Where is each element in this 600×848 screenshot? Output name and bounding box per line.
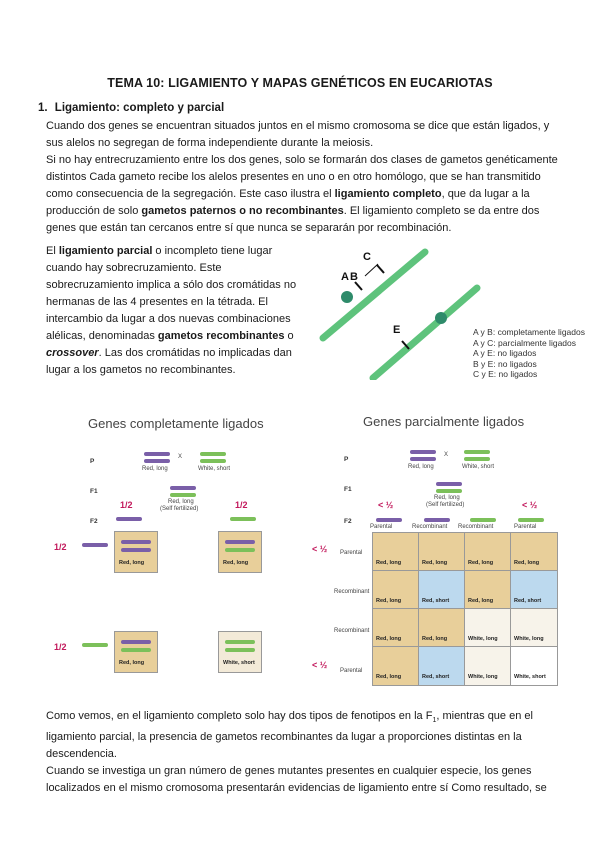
centromere-2 xyxy=(435,312,447,324)
partial-linkage-diagram: P Red, long X White, short F1 Red, long (Self fertilized) < ½ < ½ F2 Parental Recombinant Recombinant Parental < ½ Parental Recombinant Recombinant < ½ Parental Red, long Red, long Red, long Red, long Red, long Red, short Red, long Red, short Red, long Red, long White, long White, long Red, long Red, short White, long White, short xyxy=(300,434,570,694)
section-heading xyxy=(38,102,224,114)
intro-line: genes que están tan cercanos entre sí que nunca se separarán por recombinación. xyxy=(46,222,452,234)
row-fraction: 1/2 xyxy=(54,542,67,552)
gen-f2-label: F2 xyxy=(90,518,98,525)
legend-item: C y E: no ligados xyxy=(473,369,538,379)
punnett-cell: Red, long xyxy=(418,532,466,572)
row-gamete xyxy=(80,540,110,550)
intro-line: sus alelos no segregan de forma independiente durante la meiosis. xyxy=(46,137,374,149)
complete-linkage-diagram xyxy=(40,436,290,686)
intro-paragraph xyxy=(46,118,566,237)
punnett-cell: Red, short xyxy=(510,570,558,610)
intro-line: producción de solo gametos paternos o no recombinantes. El ligamiento completo se da entre dos xyxy=(46,205,540,217)
intro-line: Cuando dos genes se encuentran situados juntos en el mismo cromosoma se dice que están ligados, y xyxy=(46,120,550,132)
chromosome-2 xyxy=(373,288,477,378)
punnett-cell: White, long xyxy=(510,608,558,648)
punnett-cell: Red, long xyxy=(372,608,420,648)
term-crossover: crossover xyxy=(46,347,99,359)
outro-paragraph: Como vemos, en el ligamiento completo solo hay dos tipos de fenotipos en la $F_1$, mientras que en el ligamiento parcial, la presencia de gametos recombinantes da lugar a proporciones distintas en la descendencia. Cuando se investiga un gran número de genes mutantes presentes en cualquier especie, los genes localizados en el mismo cromosoma presentarán evidencias de ligamiento entre sí Como resultado, se xyxy=(46,710,547,795)
self-note: (Self fertilized) xyxy=(160,506,199,512)
gene-a-mark xyxy=(355,282,362,290)
punnett-cell: Red, long xyxy=(464,570,512,610)
punnett-cell: White, long xyxy=(464,608,512,648)
legend-item: A y B: completamente ligados xyxy=(473,327,585,337)
term-complete-linkage: ligamiento completo xyxy=(334,188,442,200)
punnett-cell: White, short xyxy=(510,646,558,686)
partial-linkage-paragraph: El ligamiento parcial o incompleto tiene lugar cuando hay sobrecruzamiento. Este sobrecruzamiento implica a sólo dos cromátidas no hermanas de las 4 presentes en la tétrada. El intercambio da lugar a dos nuevas combinaciones alélicas, denominadas gametos recombinantes o crossover. Las dos cromátidas no implicadas dan lugar a los gametos no recombinantes. xyxy=(46,245,297,376)
punnett-cell: Red, long xyxy=(114,631,158,673)
gamete-fraction: 1/2 xyxy=(120,500,133,510)
intro-line: como consecuencia de la segregación. Este caso ilustra el ligamiento completo, que da lugar a la xyxy=(46,188,530,200)
gamete-fraction: 1/2 xyxy=(235,500,248,510)
label-e: E xyxy=(393,324,401,336)
label-c: C xyxy=(363,251,371,263)
punnett-cell: Red, long xyxy=(114,531,158,573)
section-title: Ligamiento: completo y parcial xyxy=(54,102,225,114)
f1-phenotype: Red, long xyxy=(168,499,194,505)
intro-line: distintos Cada gameto recibe los alelos presentes en uno o en otro homólogo, que se han transmitido xyxy=(46,171,541,183)
legend-item: A y E: no ligados xyxy=(473,348,537,358)
parent-phenotype: White, short xyxy=(198,466,231,472)
punnett-cell: Red, long xyxy=(372,532,420,572)
partial-linkage-title: Genes parcialmente ligados xyxy=(363,414,525,429)
punnett-cell: Red, long xyxy=(464,532,512,572)
term-partial-linkage: ligamiento parcial xyxy=(58,245,153,257)
punnett-cell: Red, short xyxy=(418,646,466,686)
punnett-cell: Red, long xyxy=(418,608,466,648)
punnett-cell: Red, long xyxy=(218,531,262,573)
punnett-cell: Red, long xyxy=(510,532,558,572)
cross-symbol: X xyxy=(178,454,183,460)
legend-item: B y E: no ligados xyxy=(473,358,537,369)
page-title: TEMA 10: LIGAMIENTO Y MAPAS GENÉTICOS EN EUCARIOTAS xyxy=(107,76,493,90)
centromere-1 xyxy=(341,291,353,303)
linkage-legend xyxy=(473,327,585,380)
label-b: B xyxy=(350,271,358,283)
term-recombinant-gametes: gametos recombinantes xyxy=(157,330,285,342)
row-fraction: 1/2 xyxy=(54,642,67,652)
punnett-cell: Red, long xyxy=(372,646,420,686)
punnett-cell: Red, short xyxy=(418,570,466,610)
gamete-green xyxy=(228,514,258,524)
term-parental-gametes: gametos paternos o no recombinantes xyxy=(141,205,344,217)
complete-linkage-title: Genes completamente ligados xyxy=(88,416,264,431)
label-a: A xyxy=(341,271,349,283)
row-gamete xyxy=(80,640,110,650)
gen-p-label: P xyxy=(90,458,95,465)
label-c-line xyxy=(365,264,378,276)
legend-item: A y C: parcialmente ligados xyxy=(473,337,576,348)
gene-c-mark xyxy=(377,265,384,273)
punnett-cell: White, short xyxy=(218,631,262,673)
punnett-cell: White, long xyxy=(464,646,512,686)
parent-phenotype: Red, long xyxy=(142,466,168,472)
chromosome-1 xyxy=(323,252,425,338)
intro-line: Si no hay entrecruzamiento entre los dos genes, solo se formarán dos clases de gametos genéticamente xyxy=(46,154,558,166)
section-number: 1. xyxy=(38,102,48,114)
gamete-purple xyxy=(114,514,144,524)
punnett-cell: Red, long xyxy=(372,570,420,610)
gen-f1-label: F1 xyxy=(90,488,98,495)
